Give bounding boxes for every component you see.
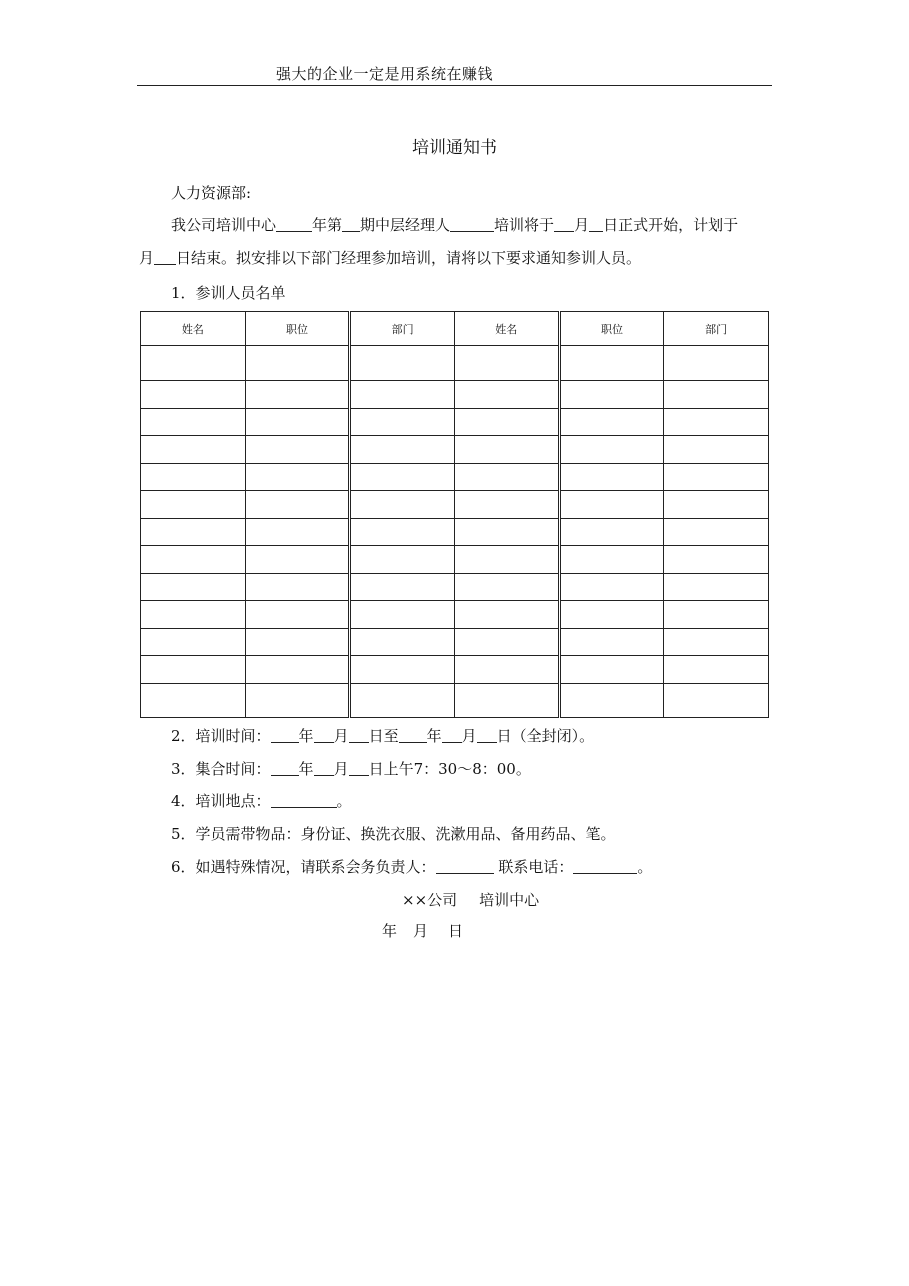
- table-cell[interactable]: [245, 381, 350, 409]
- table-cell[interactable]: [664, 491, 769, 519]
- table-cell[interactable]: [454, 573, 559, 601]
- table-cell[interactable]: [245, 518, 350, 546]
- table-row: [141, 381, 769, 409]
- table-cell[interactable]: [454, 491, 559, 519]
- table-cell[interactable]: [245, 546, 350, 574]
- table-cell[interactable]: [350, 436, 455, 464]
- intro-line-1: 我公司培训中心 年第 期中层经理人 培训将于 月 日正式开始，计划于: [171, 216, 739, 234]
- table-cell[interactable]: [559, 518, 664, 546]
- table-cell[interactable]: [454, 381, 559, 409]
- table-header-row: [141, 312, 769, 346]
- signature-date: 年 月 日: [382, 922, 464, 940]
- attendee-table: [140, 311, 769, 718]
- table-cell[interactable]: [559, 683, 664, 717]
- table-cell[interactable]: [559, 491, 664, 519]
- column-header: 姓名: [141, 312, 246, 346]
- table-cell[interactable]: [664, 346, 769, 381]
- table-cell[interactable]: [245, 491, 350, 519]
- item-4: 4．培训地点： 。: [171, 792, 352, 810]
- blank-field[interactable]: [271, 727, 299, 743]
- table-row: [141, 656, 769, 684]
- table-cell[interactable]: [454, 546, 559, 574]
- table-cell[interactable]: [454, 436, 559, 464]
- table-cell[interactable]: [350, 408, 455, 436]
- item-5: 5．学员需带物品：身份证、换洗衣服、洗漱用品、备用药品、笔。: [171, 825, 616, 843]
- table-cell[interactable]: [141, 601, 246, 629]
- table-cell[interactable]: [245, 463, 350, 491]
- table-row: [141, 463, 769, 491]
- table-cell[interactable]: [350, 601, 455, 629]
- table-cell[interactable]: [664, 683, 769, 717]
- table-cell[interactable]: [245, 601, 350, 629]
- table-cell[interactable]: [454, 601, 559, 629]
- blank-field[interactable]: [589, 216, 603, 232]
- table-cell[interactable]: [141, 491, 246, 519]
- blank-field[interactable]: [450, 216, 494, 232]
- blank-field[interactable]: [477, 727, 497, 743]
- table-cell[interactable]: [664, 628, 769, 656]
- blank-field[interactable]: [399, 727, 427, 743]
- blank-field[interactable]: [573, 858, 637, 874]
- signature-org: [402, 889, 539, 910]
- signature-company: ××公司: [402, 891, 458, 909]
- blank-field[interactable]: [276, 216, 312, 232]
- table-cell[interactable]: [141, 683, 246, 717]
- column-header: 姓名: [454, 312, 559, 346]
- page-header: 强大的企业一定是用系统在赚钱: [276, 65, 494, 83]
- table-cell[interactable]: [245, 573, 350, 601]
- table-cell[interactable]: [350, 573, 455, 601]
- table-row: [141, 573, 769, 601]
- item-2: 2．培训时间： 年 月 日至 年 月 日（全封闭）。: [171, 727, 595, 745]
- table-cell[interactable]: [664, 573, 769, 601]
- blank-field[interactable]: [349, 760, 369, 776]
- table-cell[interactable]: [141, 518, 246, 546]
- table-cell[interactable]: [350, 518, 455, 546]
- intro-line-2: 月 日结束。拟安排以下部门经理参加培训，请将以下要求通知参训人员。: [139, 249, 642, 267]
- table-cell[interactable]: [141, 628, 246, 656]
- table-row: [141, 408, 769, 436]
- table-cell[interactable]: [559, 463, 664, 491]
- column-header: 部门: [350, 312, 455, 346]
- table-cell[interactable]: [141, 463, 246, 491]
- table-cell[interactable]: [350, 463, 455, 491]
- table-cell[interactable]: [141, 656, 246, 684]
- table-cell[interactable]: [141, 346, 246, 381]
- blank-field[interactable]: [154, 249, 176, 265]
- blank-field[interactable]: [436, 858, 494, 874]
- item-3: 3．集合时间： 年 月 日上午7：30～8：00。: [171, 760, 531, 778]
- table-cell[interactable]: [454, 683, 559, 717]
- table-row: [141, 546, 769, 574]
- table-row: [141, 601, 769, 629]
- table-cell[interactable]: [559, 656, 664, 684]
- table-cell[interactable]: [559, 436, 664, 464]
- table-cell[interactable]: [245, 436, 350, 464]
- table-cell[interactable]: [664, 381, 769, 409]
- table-cell[interactable]: [454, 346, 559, 381]
- blank-field[interactable]: [271, 792, 337, 808]
- table-row: [141, 346, 769, 381]
- column-header: 部门: [664, 312, 769, 346]
- blank-field[interactable]: [271, 760, 299, 776]
- table-cell[interactable]: [141, 573, 246, 601]
- table-cell[interactable]: [141, 408, 246, 436]
- blank-field[interactable]: [342, 216, 360, 232]
- blank-field[interactable]: [554, 216, 574, 232]
- header-rule: [137, 85, 772, 86]
- blank-field[interactable]: [442, 727, 462, 743]
- table-cell[interactable]: [245, 656, 350, 684]
- table-cell[interactable]: [454, 656, 559, 684]
- table-cell[interactable]: [559, 346, 664, 381]
- table-cell[interactable]: [245, 408, 350, 436]
- table-cell[interactable]: [245, 683, 350, 717]
- table-cell[interactable]: [664, 408, 769, 436]
- table-cell[interactable]: [454, 518, 559, 546]
- table-cell[interactable]: [454, 408, 559, 436]
- column-header: 职位: [245, 312, 350, 346]
- table-cell[interactable]: [350, 491, 455, 519]
- table-cell[interactable]: [350, 683, 455, 717]
- table-cell[interactable]: [559, 573, 664, 601]
- table-cell[interactable]: [350, 628, 455, 656]
- table-cell[interactable]: [664, 518, 769, 546]
- table-cell[interactable]: [245, 628, 350, 656]
- table-row: [141, 491, 769, 519]
- table-cell[interactable]: [559, 628, 664, 656]
- table-cell[interactable]: [350, 381, 455, 409]
- document-title: 培训通知书: [412, 138, 497, 158]
- blank-field[interactable]: [314, 760, 334, 776]
- table-cell[interactable]: [664, 463, 769, 491]
- table-cell[interactable]: [559, 408, 664, 436]
- table-cell[interactable]: [559, 546, 664, 574]
- table-cell[interactable]: [141, 436, 246, 464]
- table-cell[interactable]: [664, 436, 769, 464]
- item-6: 6．如遇特殊情况，请联系会务负责人： 联系电话： 。: [171, 858, 653, 876]
- column-header: 职位: [559, 312, 664, 346]
- signature-center: 培训中心: [479, 891, 540, 909]
- table-cell[interactable]: [350, 546, 455, 574]
- table-row: [141, 436, 769, 464]
- item-1: 1．参训人员名单: [171, 284, 286, 302]
- blank-field[interactable]: [349, 727, 369, 743]
- blank-field[interactable]: [314, 727, 334, 743]
- table-cell[interactable]: [664, 656, 769, 684]
- table-row: [141, 628, 769, 656]
- salutation: 人力资源部:: [171, 184, 252, 202]
- table-cell[interactable]: [454, 463, 559, 491]
- table-cell[interactable]: [559, 601, 664, 629]
- table-cell[interactable]: [454, 628, 559, 656]
- table-cell[interactable]: [245, 346, 350, 381]
- table-cell[interactable]: [350, 656, 455, 684]
- table-cell[interactable]: [559, 381, 664, 409]
- table-cell[interactable]: [141, 381, 246, 409]
- table-cell[interactable]: [664, 601, 769, 629]
- table-cell[interactable]: [350, 346, 455, 381]
- table-row: [141, 683, 769, 717]
- table-cell[interactable]: [141, 546, 246, 574]
- table-cell[interactable]: [664, 546, 769, 574]
- table-body: [141, 346, 769, 718]
- table-row: [141, 518, 769, 546]
